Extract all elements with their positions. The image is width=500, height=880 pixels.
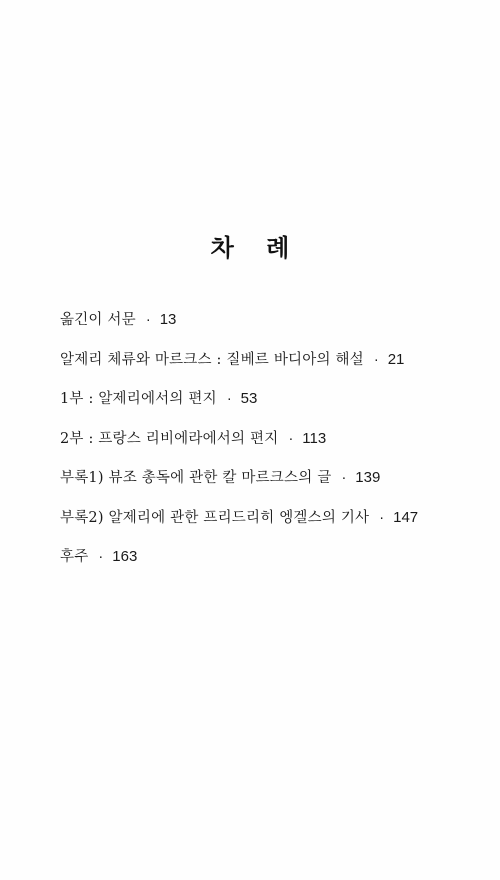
entry-separator: · [288,430,294,447]
entry-page-number: 147 [393,508,419,526]
entry-page-number: 113 [302,429,327,447]
toc-entry-endnotes [60,546,480,586]
entry-separator: · [98,549,104,565]
entry-separator: · [373,351,379,368]
toc-entry-commentary [60,349,480,389]
entry-label: 1부 : 알제리에서의 편지 [60,391,217,407]
entry-label: 옮긴이 서문 [60,312,136,328]
entry-separator: · [145,312,151,328]
toc-entry-preface [60,309,480,349]
entry-page-number: 163 [112,548,138,565]
entry-page-number: 53 [240,390,258,407]
entry-separator: · [226,391,232,407]
entry-label: 후주 [60,549,89,565]
toc-list [60,309,480,586]
entry-separator: · [341,470,347,486]
entry-label: 부록2) 알제리에 관한 프리드리히 엥겔스의 기사 [60,509,370,526]
entry-page-number: 139 [355,469,381,486]
entry-label: 2부 : 프랑스 리비에라에서의 편지 [60,430,279,447]
entry-page-number: 13 [159,311,177,328]
entry-page-number: 21 [387,350,405,368]
toc-entry-part-1 [60,388,480,428]
toc-entry-appendix-1 [60,467,480,507]
entry-label: 알제리 체류와 마르크스 : 질베르 바디아의 해설 [60,351,364,368]
toc-entry-part-2 [60,428,480,468]
toc-entry-appendix-2 [60,507,480,547]
entry-label: 부록1) 뷰조 총독에 관한 칼 마르크스의 글 [60,470,332,486]
toc-title: 차 례 [210,234,302,262]
entry-separator: · [379,509,385,526]
